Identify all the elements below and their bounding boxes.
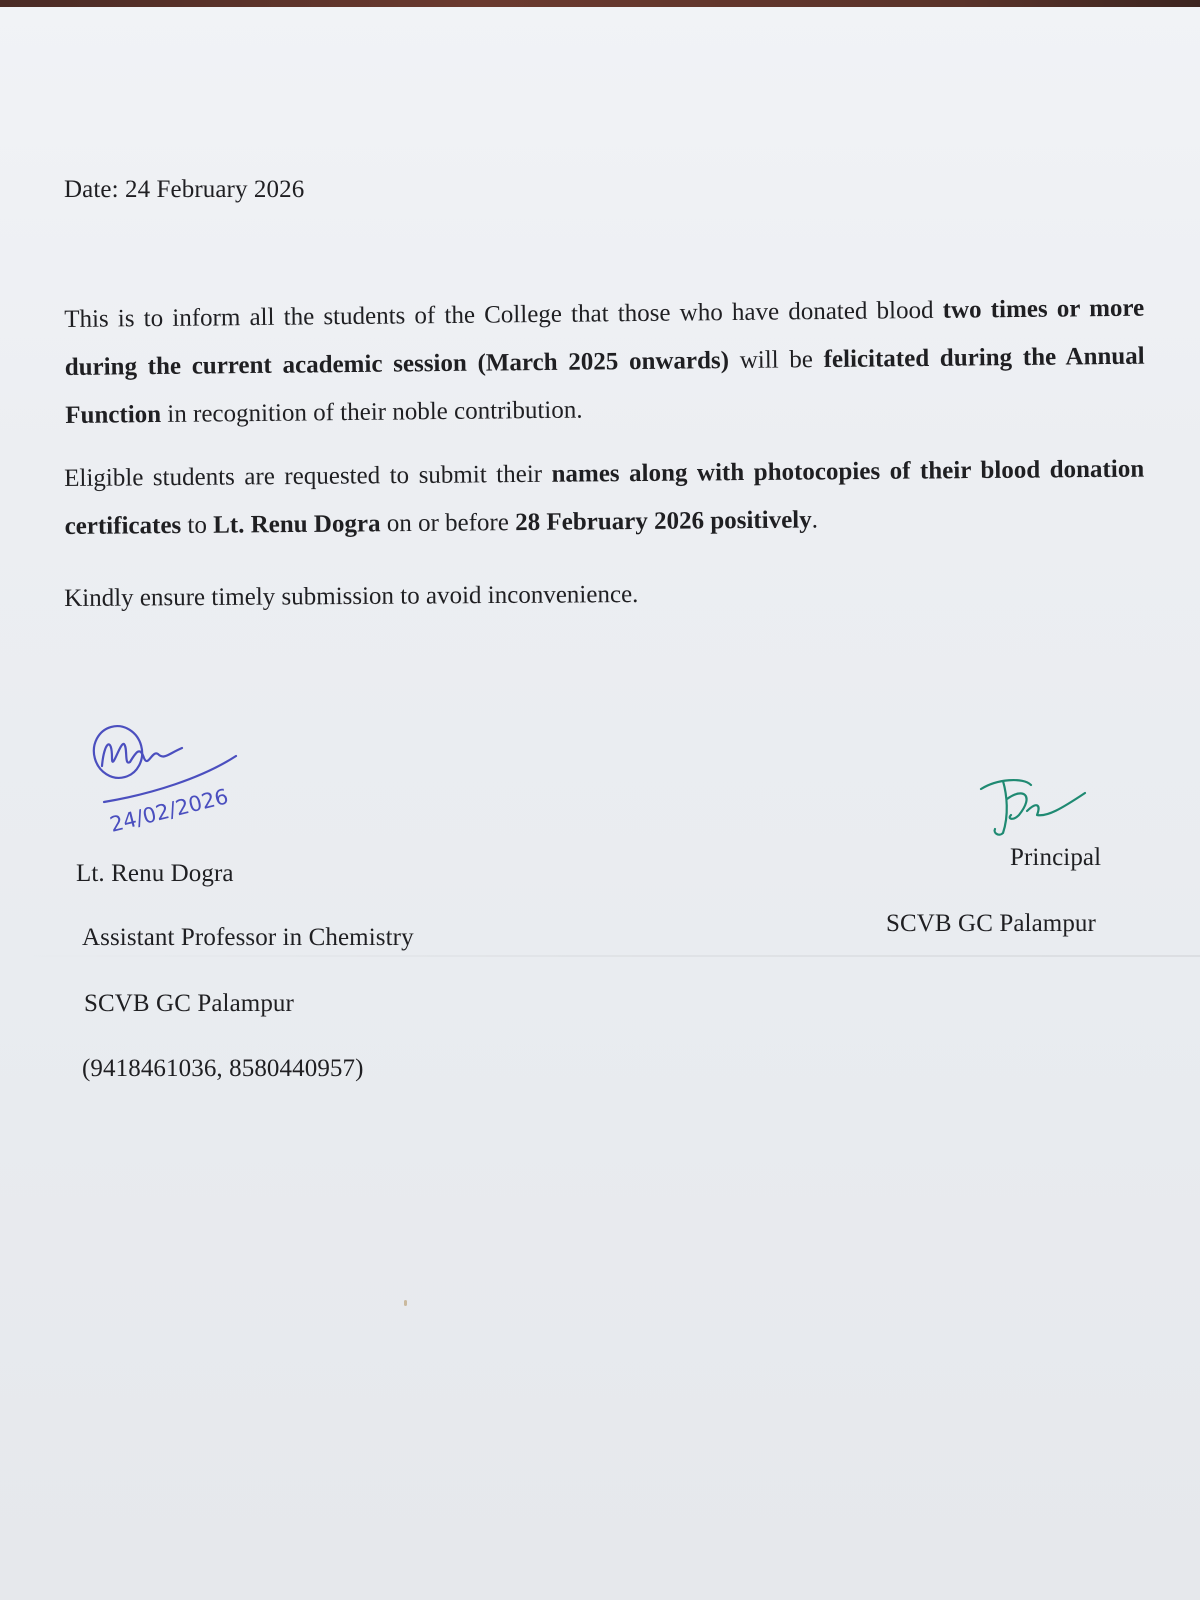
signature-renu-dogra	[82, 722, 282, 852]
paragraph-1-segment-3: felicitated during the Annual Function	[65, 342, 1145, 429]
paper-speck	[404, 1300, 407, 1306]
principal-title: Principal	[1010, 844, 1102, 871]
notice-paragraph-2	[64, 446, 1145, 551]
signatory-title: Assistant Professor in Chemistry	[82, 924, 414, 951]
paragraph-1-segment-4: in recognition of their noble contribution.	[160, 396, 583, 428]
paragraph-2-segment-5: 28 February 2026 positively	[515, 506, 812, 537]
handwritten-date: 24/02/2026	[107, 784, 231, 837]
paragraph-2-segment-6: .	[811, 506, 819, 534]
paragraph-1-segment-1: two times or more during the current academic session (March 2025 onwards)	[64, 294, 1145, 381]
signature-principal	[975, 775, 1115, 850]
signatory-college: SCVB GC Palampur	[84, 990, 294, 1017]
signatory-phones: (9418461036, 8580440957)	[82, 1055, 364, 1082]
paragraph-2-segment-2: to	[181, 511, 214, 539]
paragraph-2-segment-4: on or before	[380, 509, 516, 538]
table-edge	[0, 0, 1200, 7]
paragraph-2-segment-3: Lt. Renu Dogra	[213, 510, 381, 539]
notice-paragraph-1	[64, 285, 1145, 440]
paragraph-2-segment-1: names along with photocopies of their blood donation certificates	[64, 455, 1145, 540]
paragraph-1-segment-2: will be	[728, 346, 824, 375]
signatory-name: Lt. Renu Dogra	[76, 860, 234, 887]
paragraph-1-segment-0: This is to inform all the students of the College that those who have donated blood	[64, 296, 943, 333]
notice-date: Date: 24 February 2026	[64, 176, 305, 203]
principal-college: SCVB GC Palampur	[886, 910, 1096, 937]
paper-fold	[0, 955, 1200, 957]
notice-paragraph-3: Kindly ensure timely submission to avoid inconvenience.	[64, 580, 639, 612]
paragraph-2-segment-0: Eligible students are requested to submit their	[64, 460, 552, 492]
